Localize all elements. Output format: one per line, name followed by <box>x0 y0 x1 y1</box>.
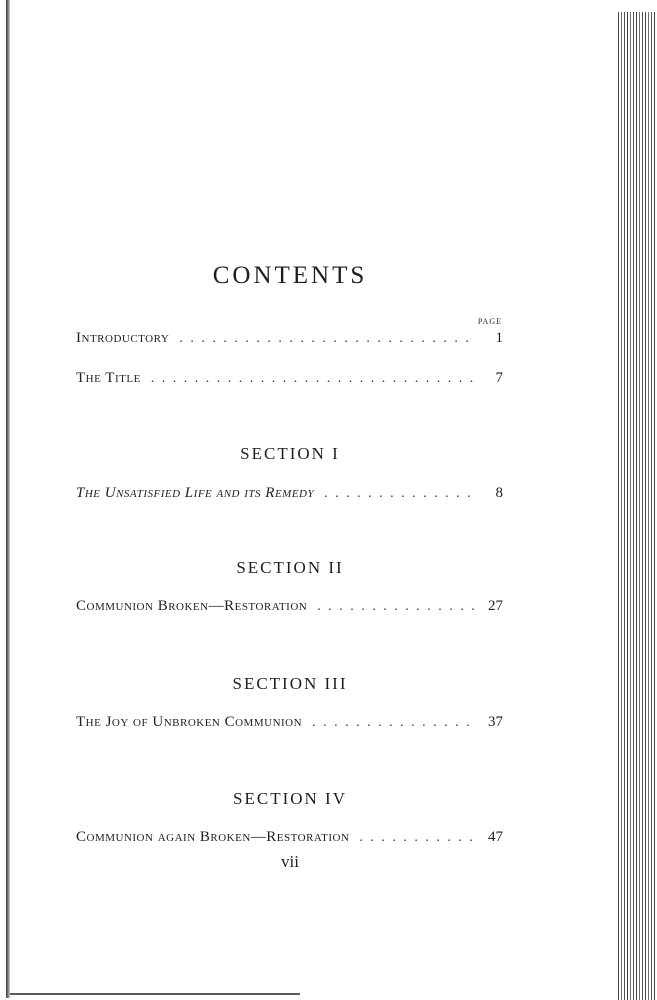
leader-dots <box>312 715 477 731</box>
toc-entry-page: 47 <box>488 829 503 845</box>
leader-dots <box>359 830 477 846</box>
leader-dots <box>179 331 477 347</box>
toc-entry-title: The Title <box>76 370 141 386</box>
toc-entry-page: 8 <box>495 485 503 501</box>
section-heading-3: SECTION III <box>232 674 348 693</box>
toc-entry-page: 1 <box>495 330 503 346</box>
page-edge-bottom <box>10 993 300 995</box>
page-edge-left <box>6 0 10 998</box>
page-number-folio: vii <box>281 852 299 871</box>
toc-entry-section-4[interactable] <box>76 829 503 853</box>
toc-entry-title: Communion Broken—Restoration <box>76 598 308 614</box>
toc-entry-section-3[interactable] <box>76 714 503 738</box>
toc-entry-page: 7 <box>495 370 503 386</box>
toc-entry-title: The Joy of Unbroken Communion <box>76 714 303 730</box>
toc-entry-the-title[interactable] <box>76 370 503 394</box>
toc-entry-page: 37 <box>488 714 503 730</box>
toc-entry-title: Communion again Broken—Restoration <box>76 829 350 845</box>
section-heading-4: SECTION IV <box>233 789 347 808</box>
toc-entry-title: Introductory <box>76 330 170 346</box>
leader-dots <box>324 486 477 502</box>
toc-entry-page: 27 <box>488 598 503 614</box>
leader-dots <box>151 371 477 387</box>
toc-entry-section-1[interactable] <box>76 485 503 509</box>
section-heading-1: SECTION I <box>240 444 340 463</box>
toc-entry-section-2[interactable] <box>76 598 503 622</box>
toc-entry-introductory[interactable] <box>76 330 503 354</box>
book-binding-edge <box>618 12 657 1000</box>
toc-entry-title: The Unsatisfied Life and its Remedy <box>76 485 315 501</box>
page-column-heading: PAGE <box>477 317 502 326</box>
leader-dots <box>317 599 477 615</box>
page-title: CONTENTS <box>212 262 368 289</box>
section-heading-2: SECTION II <box>236 558 344 577</box>
